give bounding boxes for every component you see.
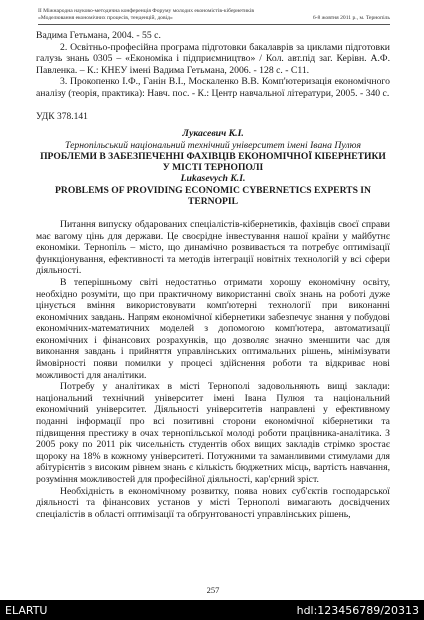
document-page	[24, 0, 402, 600]
author-ua: Лукасевич К.І.	[182, 128, 244, 140]
udc-code: УДК 378.141	[36, 111, 88, 122]
article-title-en: PROBLEMS OF PROVIDING ECONOMIC CYBERNETICS EXPERTS IN TERNOPIL	[55, 184, 371, 207]
header-conference-subtitle: «Моделювання економічних процесів, тенденцій, довід»	[38, 15, 173, 21]
header-rule	[38, 24, 390, 25]
header-date-place: 6-8 жовтня 2011 р., м. Тернопіль	[312, 15, 390, 21]
reference-3: 3. Прокопенко І.Ф., Ганін В.І., Москаленко В.В. Комп'ютеризація економічного аналізу (теорія, практика): Навч. пос. - К.: Центр навчальної літератури, 2005. - 340 с.	[36, 76, 390, 99]
reference-1-continuation: Вадима Гетьмана, 2004. - 55 с.	[36, 30, 161, 41]
body-paragraph-4: Необхідність в економічному розвитку, поява нових суб'єктів господарської діяльності та фінансових установ у місті Тернополі вимагають досвідчених спеціалістів в області оптимізації та обґрунтованості управлінських рішень,	[36, 485, 390, 520]
page-content	[36, 30, 390, 520]
header-line-2	[38, 15, 390, 22]
repository-name: ELARTU	[5, 603, 48, 617]
article-title-ua: ПРОБЛЕМИ В ЗАБЕЗПЕЧЕННІ ФАХІВЦІВ ЕКОНОМІЧНОЇ КІБЕРНЕТИКИ У МІСТІ ТЕРНОПОЛІ	[40, 151, 386, 174]
repository-footer-bar	[0, 600, 424, 620]
body-paragraph-2: В теперішньому світі недостатньо отримати хорошу економічну освіту, необхідно розуміти, що при практичному використанні своїх знань на роботі дуже цінується вміння використовувати комп'ютерні технології при виконанні економічних завдань. Напрям економічної кібернетики забезпечує знання у побудові економічних-математичних моделей з допомогою комп'ютера, автоматизації економічних і фінансових розрахунків, що дозволяє значно зменшити час для виконання завдань і прийняття управлінських оптимальних рішень, мінімізувати ймовірності появи помилки у процесі здійснення роботи та відкриває нові можливості для аналітики.	[36, 276, 390, 381]
handle-identifier: hdl:123456789/20313	[296, 603, 419, 617]
reference-2: 2. Освітньо-професійна програма підготовки бакалаврів за циклами підготовки галузь знань 0305 – «Економіка і підприємництво» / Кол. авт.під заг. Керівн. А.Ф. Павленка. – К.: КНЕУ імені Вадима Гетьмана, 2006. - 128 с. - С11.	[36, 41, 390, 76]
body-paragraph-3: Потребу у аналітиках в місті Тернополі задовольняють вищі заклади: національний технічний університет імені Івана Пулюя та національний економічний університет. Діяльності університетів направлені у ефективному поданні інформації про всі позитивні сторони економічної кібернетики та підвищення престижу в очах тернопільської молоді роботи працівника-аналітика. З 2005 року по 2011 рік чисельність студентів обох вищих закладів стрімко зростає щороку на 18% в кожному університеті. Потужними та заманливими стимулами для абітурієнтів з високим рівнем знань є кількість бюджетних місць, вартість навчання, розуміння можливостей для професійної діяльності, кар'єрний зріст.	[36, 381, 390, 485]
body-paragraph-1: Питання випуску обдарованих спеціалістів-кібернетиків, фахівців своєї справи має вагому цінь для держави. Це своєрідне інвестування нашої країни у майбутнє економіки. Тернопіль – місто, що динамічно розвивається та потребує оптимізації функціонування, ефективності та методів інтеграції новітніх технологій у всі сфери діяльності.	[36, 218, 390, 277]
affiliation: Тернопільський національний технічний університет імені Івана Пулюя	[65, 139, 361, 151]
author-en: Lukasevych K.I.	[180, 173, 246, 185]
running-header	[38, 8, 390, 22]
page-number: 257	[206, 585, 220, 595]
header-line-1: II Міжнародна науково-методична конференція Форуму молодих економістів-кібернетиків	[38, 8, 255, 14]
